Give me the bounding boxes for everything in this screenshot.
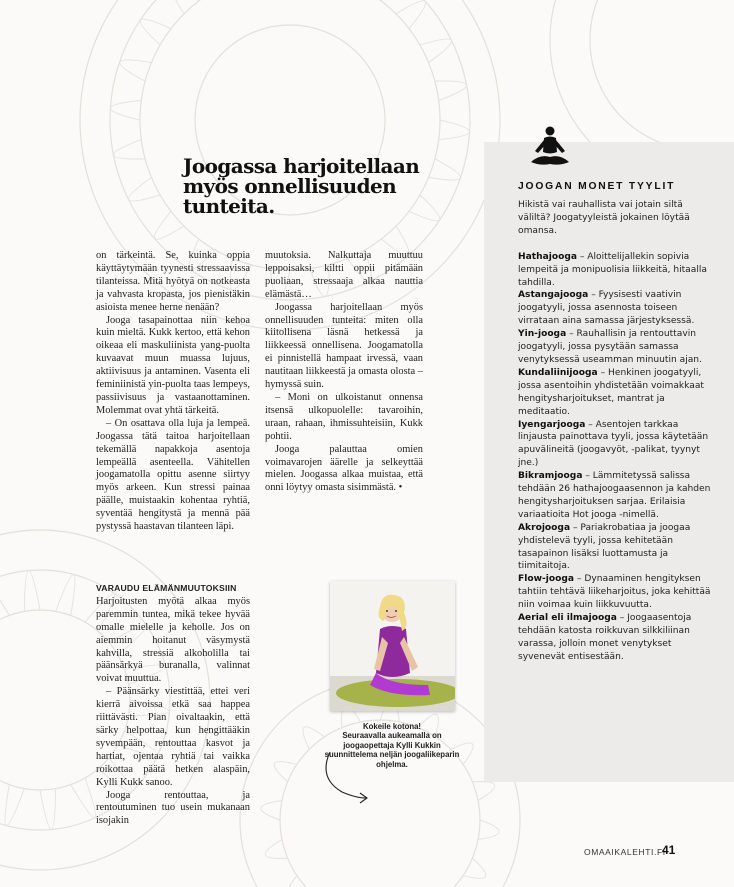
paragraph: Joogassa harjoitellaan myös onnellisuuden tunteita: miten olla kiitollisena läsnä hetkessä ja liikkeessä onnellisena. Joogamatolla ei pinnistellä hampaat irvessä, vaan nautitaan liikkeestä ja omasta olosta – hymyssä suin. (265, 301, 423, 391)
yoga-style-desc: – Rauhallisin ja rentouttavin joogatyyli, jossa pysytään samassa venytyksessä useamman minuutin ajan. (518, 329, 702, 365)
mandala-petal (365, 0, 391, 1)
yoga-style-item (518, 289, 713, 328)
yoga-style-item (518, 367, 713, 419)
yoga-style-item (518, 419, 713, 471)
paragraph: Jooga tasapainottaa niin kehoa kuin mieltä. Kukk kertoo, että kehon oikeaa eli maskuliinista yang-puolta kuvaavat muun muassa lujuus, aktiivisuus ja antaminen. Vasenta eli feminiinistä yin-puolta taas lempeys, passiivisuus ja vastaanottaminen. Molemmat ovat yhtä tärkeitä. (96, 314, 250, 416)
paragraph: Harjoitusten myötä alkaa myös paremmin tuntea, mikä tekee hyvää omalle mielelle ja keholle. Jos on aiemmin hoitanut väsymystä kahvilla, stressiä alkoholilla tai päänsärkyä buranalla, valinnat voivat muuttua. (96, 595, 250, 685)
sidebar-body (518, 199, 713, 664)
article-headline: Joogassa harjoitellaan myös onnellisuuden tunteita. (183, 154, 420, 218)
mandala-petal (129, 177, 161, 201)
yoga-style-name: Flow-jooga (518, 574, 575, 585)
mandala-petal (472, 781, 494, 800)
footer-site: OMAAIKALEHTI.FI (584, 847, 666, 857)
page-number: 41 (662, 843, 676, 857)
mandala-petal (274, 762, 297, 782)
yoga-teacher-photo (330, 581, 455, 711)
yoga-style-desc: – Lämmitetyssä salissa tehdään 26 hathajoogaasennon ja kahden hengitysharjoituksen sarjaa. Erilaisia variaatioita Hot jooga -nimellä. (518, 471, 711, 520)
mandala-petal (265, 840, 287, 859)
paragraph: – On osattava olla luja ja lempeä. Joogassa tätä taitoa harjoitellaan tekemällä napakkoja asentoja lempeällä asenteella. Vähitellen joogamatolla opittu asenne siirtyy myös arkeen. Kun stressi painaa päälle, muistaakin kohentaa ryhtiä, syventää hengitystä ja mennä pää pystyssä haastavan tilanteen läpi. (96, 417, 250, 533)
mandala-petal (71, 778, 96, 818)
meditating-figure-icon (526, 124, 574, 172)
yoga-style-desc: – Asentojen tarkkaa linjausta painottava tyyli, jossa käytetään apuvälineitä (joogavyöt, -palikat, tyynyt jne.) (518, 419, 709, 469)
article-column-1 (96, 250, 250, 534)
yoga-style-desc: – Fyysisesti vaativin joogatyyli, jossa asennosta toiseen virrataan aina samassa järjestyksessä. (518, 290, 695, 327)
yoga-style-name: Kundaliinijooga (518, 367, 598, 378)
mandala-petal (140, 19, 171, 45)
mandala-petal (435, 81, 467, 100)
mandala-petal (111, 100, 142, 120)
mandala-petal (40, 789, 56, 830)
yoga-style-name: Aerial eli ilmajooga (518, 613, 617, 624)
mandala-petal (287, 876, 309, 887)
sidebar-title: JOOGAN MONET TYYLIT (518, 181, 676, 192)
yoga-style-desc: – Henkinen joogatyyli, jossa asentoihin yhdistetään voimakkaat hengitysharjoitukset, mantrat ja meditaatio. (518, 367, 704, 417)
yoga-style-item (518, 328, 713, 367)
yoga-style-item (518, 522, 713, 574)
mandala-petal (171, 0, 199, 14)
yoga-style-name: Akrojooga (518, 522, 571, 533)
curved-arrow-icon (318, 748, 378, 808)
section-subheading: VARAUDU ELÄMÄNMUUTOKSIIN (96, 583, 237, 593)
mandala-petal (114, 140, 146, 159)
paragraph: Jooga palauttaa omien voimavarojen äärelle ja selkeyttää mielen. Joogassa alkaa muistaa, että onni löytyy omasta sisimmästä. • (265, 443, 423, 494)
paragraph: Jooga rentouttaa, ja rentoutuminen tuo usein mukanaan isojakin (96, 789, 250, 827)
paragraph: muutoksia. Nalkuttaja muuttuu leppoisaksi, kiltti oppii pitämään puoliaan, stressaaja alkaa nauttia elämästä… (265, 250, 423, 300)
yoga-style-name: Astangajooga (518, 290, 589, 301)
mandala-petal (478, 820, 499, 840)
sidebar-intro: Hikistä vai rauhallista vai jotain siltä väliltä? Joogatyyleistä jokainen löytää omansa. (518, 200, 690, 236)
mandala-petal (463, 858, 486, 878)
paragraph: – Päänsärky viestittää, ettei veri kierrä aivoissa etkä saa happea riittävästi. Pian oivaltaakin, että särky helpottaa, kun hengittääkin syvempään, rentouttaa kasvot ja hartiat, ojentaa ryhtiä tai vaikka roikottaa päätä hetken alaspäin, Kylli Kukk sanoo. (96, 686, 250, 788)
mandala-petal (439, 120, 470, 140)
mandala-petal (24, 571, 40, 612)
yoga-style-desc: – Dynaaminen hengityksen tahtiin tehtävä liikeharjoitus, joka kehittää niin voimaa kuin liikkuvuutta. (518, 574, 711, 611)
yoga-style-desc: – Pariakrobatiaa ja joogaa yhdistelevä tyyli, jossa kehitetään tasapainon lisäksi luottamusta ja tiimitaitoja. (518, 522, 691, 572)
mandala-petal (396, 1, 426, 29)
mandala-petal (261, 800, 282, 820)
mandala-petal (120, 60, 152, 81)
yoga-style-item (518, 612, 713, 664)
article-column-2 (265, 250, 423, 495)
yoga-style-item (518, 573, 713, 612)
yoga-style-desc: – Aloittelijallekin sopivia lempeitä ja monipuolisia liikkeitä, hitaalla tahdilla. (518, 251, 707, 288)
article-column-1-lower (96, 582, 250, 828)
yoga-style-name: Yin-jooga (518, 329, 567, 340)
mandala-petal (5, 785, 24, 826)
yoga-style-item (518, 470, 713, 522)
mandala-petal (420, 39, 452, 63)
caption-text: Seuraavalla aukeamalla on joogaopettaja Kylli Kukkin suunnittelema neljän joogaliikeparin ohjelma. (324, 731, 460, 769)
mandala-petal (154, 211, 184, 239)
yoga-style-name: Bikramjooga (518, 471, 583, 482)
yoga-style-item (518, 251, 713, 290)
paragraph: – Moni on ulkoistanut onnensa itsensä ulkopuolelle: tavaroihin, uraan, rahaan, ihmissuhteisiin, Kukk pohtii. (265, 391, 423, 442)
mandala-petal (56, 575, 75, 616)
yoga-style-name: Iyengarjooga (518, 419, 586, 430)
caption-lead: Kokeile kotona! (362, 722, 422, 731)
mandala-petal (0, 582, 9, 622)
yoga-style-desc: – Joogaasentoja tehdään katosta roikkuvan silkkiliinan varassa, jolloin monet venytykset syvenevät entisestään. (518, 613, 692, 662)
yoga-style-name: Hathajooga (518, 251, 577, 262)
paragraph: on tärkeintä. Se, kuinka oppia käyttäytymään tyynesti stressaavissa tilanteissa. Mitä hyötyä on notkeasta ja vahvasta kropasta, jos pienistäkin asioista menee herne nenään? (96, 250, 250, 313)
